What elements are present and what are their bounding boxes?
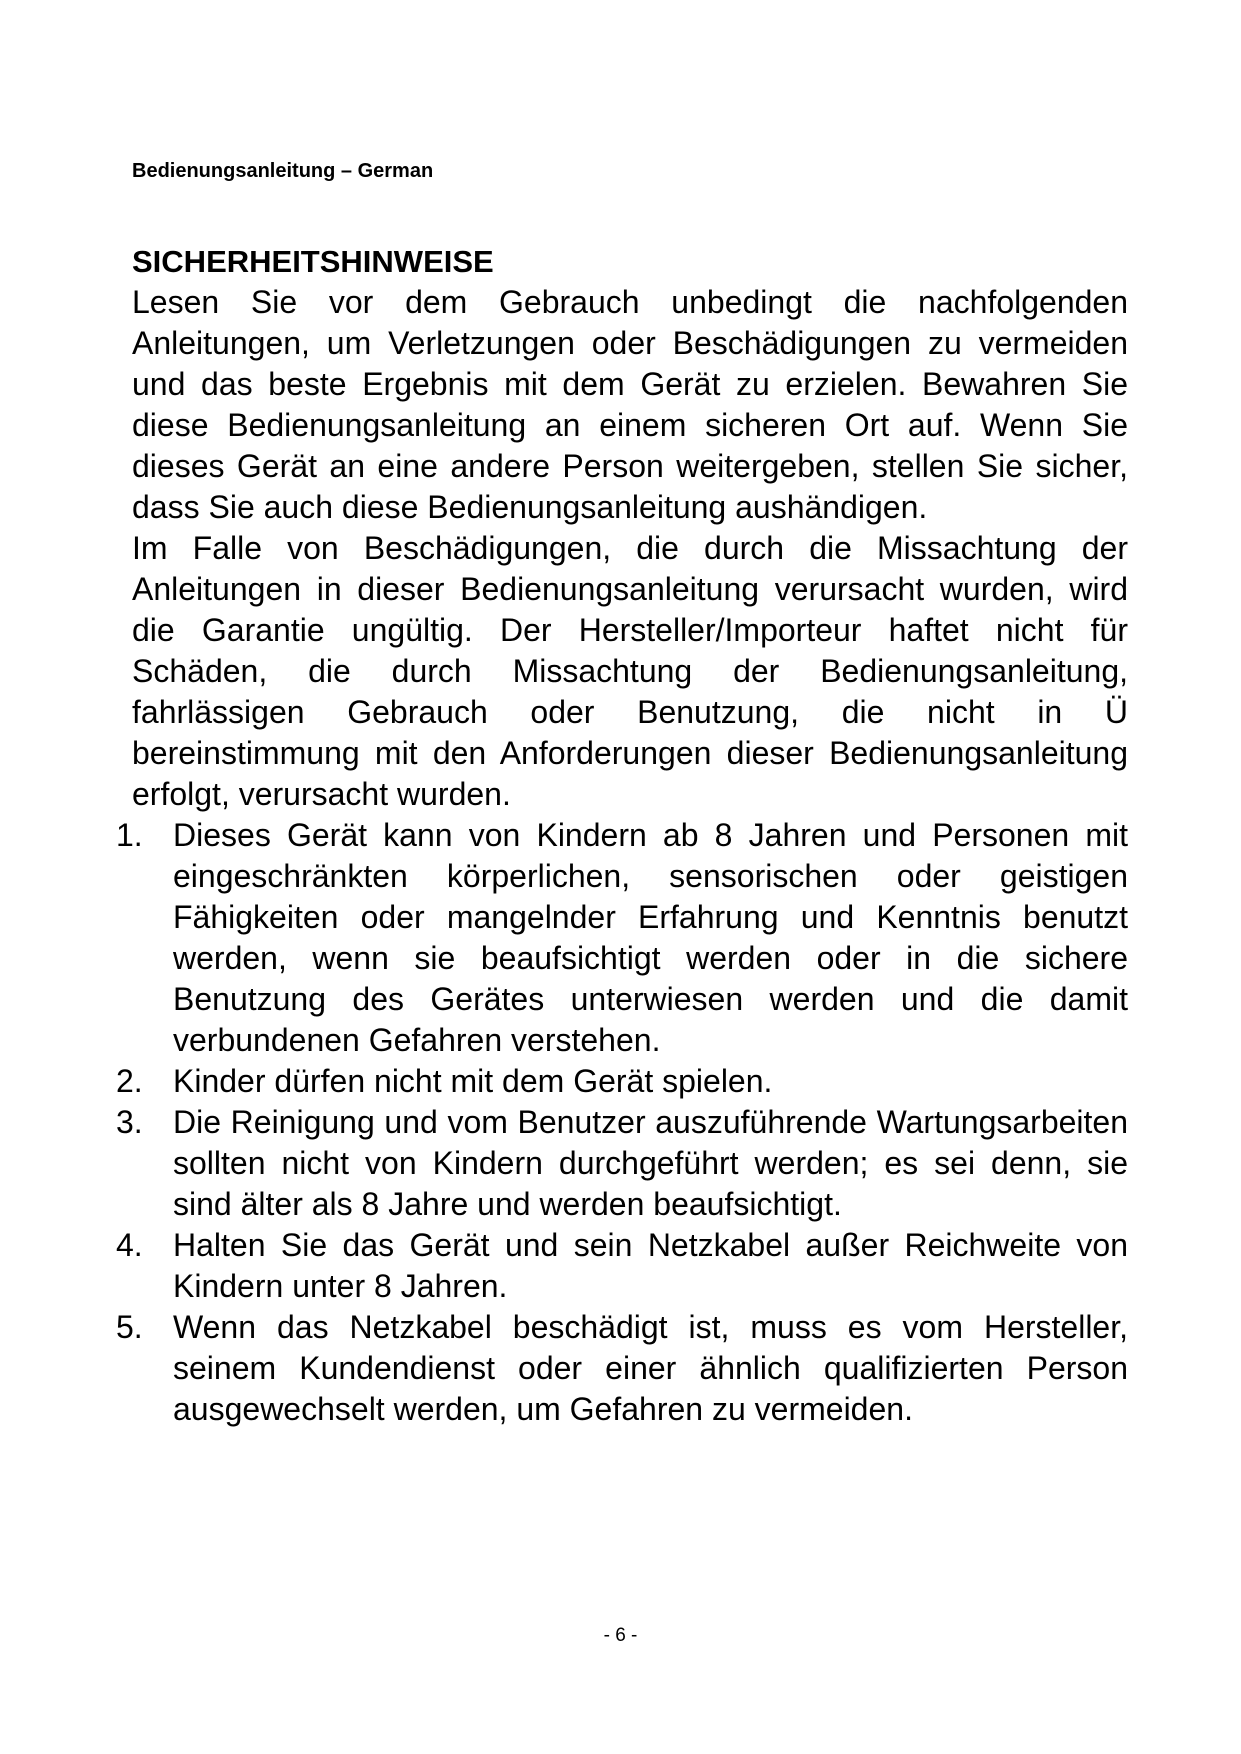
list-item-text: Wenn das Netzkabel beschädigt ist, muss es vom Hersteller, seinem Kundendienst oder einer ähnlich qualifizierten Person ausgewechselt werden, um Gefahren zu vermeiden. bbox=[173, 1309, 1128, 1427]
section-title: SICHERHEITSHINWEISE bbox=[132, 244, 494, 279]
list-item bbox=[116, 1307, 1128, 1430]
safety-list bbox=[116, 815, 1128, 1430]
intro-paragraph: Lesen Sie vor dem Gebrauch unbedingt die nachfolgenden Anleitungen, um Verletzungen oder Beschädigungen zu vermeiden und das beste Ergebnis mit dem Gerät zu erzielen. Bewahren Sie diese Bedienungsanleitung an einem sicheren Ort auf. Wenn Sie dieses Gerät an eine andere Person weitergeben, stellen Sie sicher, dass Sie auch diese Bedienungsanleitung aushändigen. bbox=[132, 284, 1128, 525]
document-header: Bedienungsanleitung – German bbox=[132, 160, 434, 182]
list-item-number: 2. bbox=[116, 1063, 143, 1099]
warranty-paragraph: Im Falle von Beschädigungen, die durch die Missachtung der Anleitungen in dieser Bedienungsanleitung verursacht wurden, wird die Garantie ungültig. Der Hersteller/Importeur haftet nicht für Schäden, die durch Missachtung der Bedienungsanleitung, fahrlässigen Gebrauch oder Benutzung, die nicht in Ü bereinstimmung mit den Anforderungen dieser Bedienungsanleitung erfolgt, verursacht wurden. bbox=[132, 530, 1128, 812]
list-item-text: Halten Sie das Gerät und sein Netzkabel außer Reichweite von Kindern unter 8 Jahren. bbox=[173, 1227, 1128, 1304]
list-item bbox=[116, 1102, 1128, 1225]
list-item-text: Die Reinigung und vom Benutzer auszuführende Wartungsarbeiten sollten nicht von Kindern durchgeführt werden; es sei denn, sie sind älter als 8 Jahre und werden beaufsichtigt. bbox=[173, 1104, 1128, 1222]
safety-section bbox=[116, 241, 1128, 1430]
list-item-number: 3. bbox=[116, 1104, 143, 1140]
list-item bbox=[116, 815, 1128, 1061]
list-item-text: Dieses Gerät kann von Kindern ab 8 Jahren und Personen mit eingeschränkten körperlichen, sensorischen oder geistigen Fähigkeiten oder mangelnder Erfahrung und Kenntnis benutzt werden, wenn sie beaufsichtigt werden oder in die sichere Benutzung des Gerätes unterwiesen werden und die damit verbundenen Gefahren verstehen. bbox=[173, 817, 1128, 1058]
list-item bbox=[116, 1225, 1128, 1307]
page-number: - 6 - bbox=[603, 1625, 638, 1646]
list-item-text: Kinder dürfen nicht mit dem Gerät spielen. bbox=[173, 1063, 773, 1099]
list-item-number: 1. bbox=[116, 817, 143, 853]
list-item bbox=[116, 1061, 1128, 1102]
list-item-number: 5. bbox=[116, 1309, 143, 1345]
list-item-number: 4. bbox=[116, 1227, 143, 1263]
